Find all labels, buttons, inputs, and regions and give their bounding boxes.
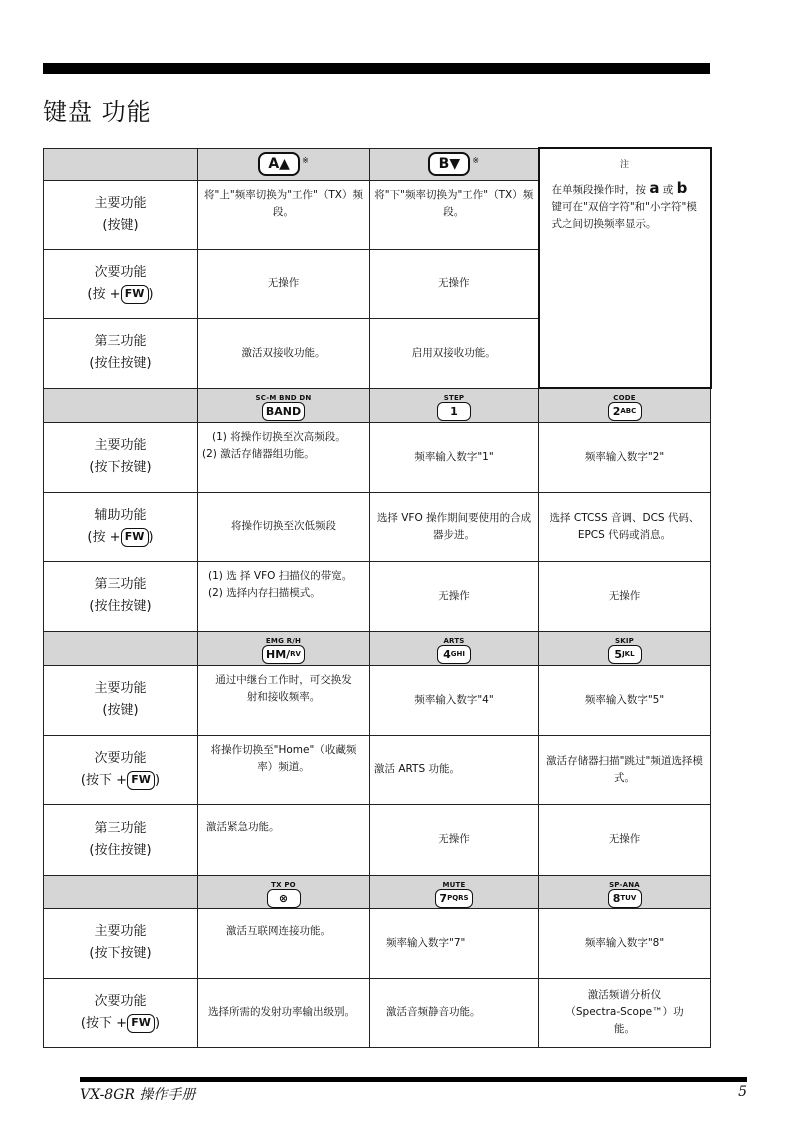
row-label-tertiary: 第三功能 (按住按键) [44, 561, 198, 631]
key-4: 4 GHI [437, 645, 471, 664]
row-label-primary: 主要功能 (按下按键) [44, 908, 198, 978]
key-5: 5 JKL [608, 645, 642, 664]
key-header-8: SP-ANA 8 TUV [539, 875, 711, 908]
key-b-down: B▼ [428, 152, 470, 176]
cell-4-primary: 频率输入数字"4" [370, 665, 539, 735]
key-header-txpo: TX PO ⊗ [198, 875, 370, 908]
key-function-table [43, 147, 712, 1048]
cell-7-primary: 频率输入数字"7" [370, 908, 539, 978]
header-blank [44, 388, 198, 422]
cell-hm-tertiary: 激活紧急功能。 [198, 804, 370, 875]
row-label-tertiary: 第三功能 (按住按键) [44, 804, 198, 875]
row-label-primary: 主要功能 (按键) [44, 665, 198, 735]
cell-5-primary: 频率输入数字"5" [539, 665, 711, 735]
header-blank [44, 148, 198, 180]
header-blank [44, 631, 198, 665]
cell-hm-secondary: 将操作切换至"Home"（收藏频率）频道。 [198, 735, 370, 804]
key-band: BAND [262, 402, 305, 421]
note-mark: ※ [472, 156, 480, 165]
cell-5-secondary: 激活存储器扫描"跳过"频道选择模式。 [539, 735, 711, 804]
cell-b-secondary: 无操作 [370, 249, 539, 318]
internet-key-icon: ⊗ [267, 889, 301, 908]
cell-8-secondary: 激活频谱分析仪（Spectra-Scope™）功能。 [539, 978, 711, 1047]
row-label-primary: 主要功能 (按下按键) [44, 422, 198, 492]
key-b-symbol: b [676, 179, 688, 197]
key-header-band: SC-M BND DN BAND [198, 388, 370, 422]
key-header-7: MUTE 7 PQRS [370, 875, 539, 908]
cell-band-aux: 将操作切换至次低频段 [198, 492, 370, 561]
row-label-aux: 辅助功能 (按 + FW ) [44, 492, 198, 561]
key-hm-rv: HM/ RV [262, 645, 305, 664]
bottom-rule [80, 1077, 747, 1082]
page-number: 5 [738, 1084, 747, 1100]
cell-2-tertiary: 无操作 [539, 561, 711, 631]
fw-key-icon: FW [121, 528, 149, 547]
page-footer [80, 1084, 747, 1104]
cell-b-primary: 将"下"频率切换为"工作"（TX）频段。 [370, 180, 539, 249]
fw-key-icon: FW [121, 285, 149, 304]
cell-7-secondary: 激活音频静音功能。 [370, 978, 539, 1047]
header-blank [44, 875, 198, 908]
key-header-2: CODE 2 ABC [539, 388, 711, 422]
cell-txpo-primary: 激活互联网连接功能。 [198, 908, 370, 978]
key-header-hm: EMG R/H HM/ RV [198, 631, 370, 665]
cell-band-tertiary: (1) 选 择 VFO 扫描仪的带宽。 (2) 选择内存扫描模式。 [198, 561, 370, 631]
fw-key-icon: FW [127, 1014, 155, 1033]
key-header-5: SKIP 5 JKL [539, 631, 711, 665]
page-title: 键盘 功能 [43, 98, 152, 126]
cell-a-primary: 将"上"频率切换为"工作"（TX）频段。 [198, 180, 370, 249]
cell-4-secondary: 激活 ARTS 功能。 [370, 735, 539, 804]
row-label-secondary: 次要功能 (按 + FW ) [44, 249, 198, 318]
note-text: 在单频段操作时，按 a 或 b 键可在"双倍字符"和"小字符"模式之间切换频率显示。 [551, 179, 697, 230]
row-label-primary: 主要功能 (按键) [44, 180, 198, 249]
cell-a-tertiary: 激活双接收功能。 [198, 318, 370, 388]
cell-1-primary: 频率输入数字"1" [370, 422, 539, 492]
key-7: 7 PQRS [435, 889, 472, 908]
top-rule [43, 63, 710, 74]
cell-8-primary: 频率输入数字"8" [539, 908, 711, 978]
note-title: 注 [619, 160, 629, 170]
fw-key-icon: FW [127, 771, 155, 790]
manual-title: VX-8GR 操作手册 [80, 1087, 196, 1103]
cell-1-tertiary: 无操作 [370, 561, 539, 631]
row-label-tertiary: 第三功能 (按住按键) [44, 318, 198, 388]
key-header-4: ARTS 4 GHI [370, 631, 539, 665]
cell-hm-primary: 通过中继台工作时，可交换发射和接收频率。 [198, 665, 370, 735]
cell-band-primary: (1) 将操作切换至次高频段。 (2) 激活存储器组功能。 [198, 422, 370, 492]
cell-1-aux: 选择 VFO 操作期间要使用的合成器步进。 [370, 492, 539, 561]
key-a-up: A▲ [258, 152, 300, 176]
cell-txpo-secondary: 选择所需的发射功率输出级别。 [198, 978, 370, 1047]
key-a-symbol: a [649, 179, 660, 197]
note-box [539, 148, 711, 388]
row-label-secondary: 次要功能 (按下 + FW ) [44, 735, 198, 804]
key-8: 8 TUV [608, 889, 642, 908]
row-label-secondary: 次要功能 (按下 + FW ) [44, 978, 198, 1047]
cell-b-tertiary: 启用双接收功能。 [370, 318, 539, 388]
cell-a-secondary: 无操作 [198, 249, 370, 318]
cell-2-aux: 选择 CTCSS 音调、DCS 代码、EPCS 代码或消息。 [539, 492, 711, 561]
cell-4-tertiary: 无操作 [370, 804, 539, 875]
key-2: 2 ABC [608, 402, 642, 421]
key-header-1: STEP 1 [370, 388, 539, 422]
key-header-a [198, 148, 370, 180]
cell-2-primary: 频率输入数字"2" [539, 422, 711, 492]
note-mark: ※ [302, 156, 309, 165]
key-1: 1 [437, 402, 471, 421]
key-header-b [370, 148, 539, 180]
cell-5-tertiary: 无操作 [539, 804, 711, 875]
